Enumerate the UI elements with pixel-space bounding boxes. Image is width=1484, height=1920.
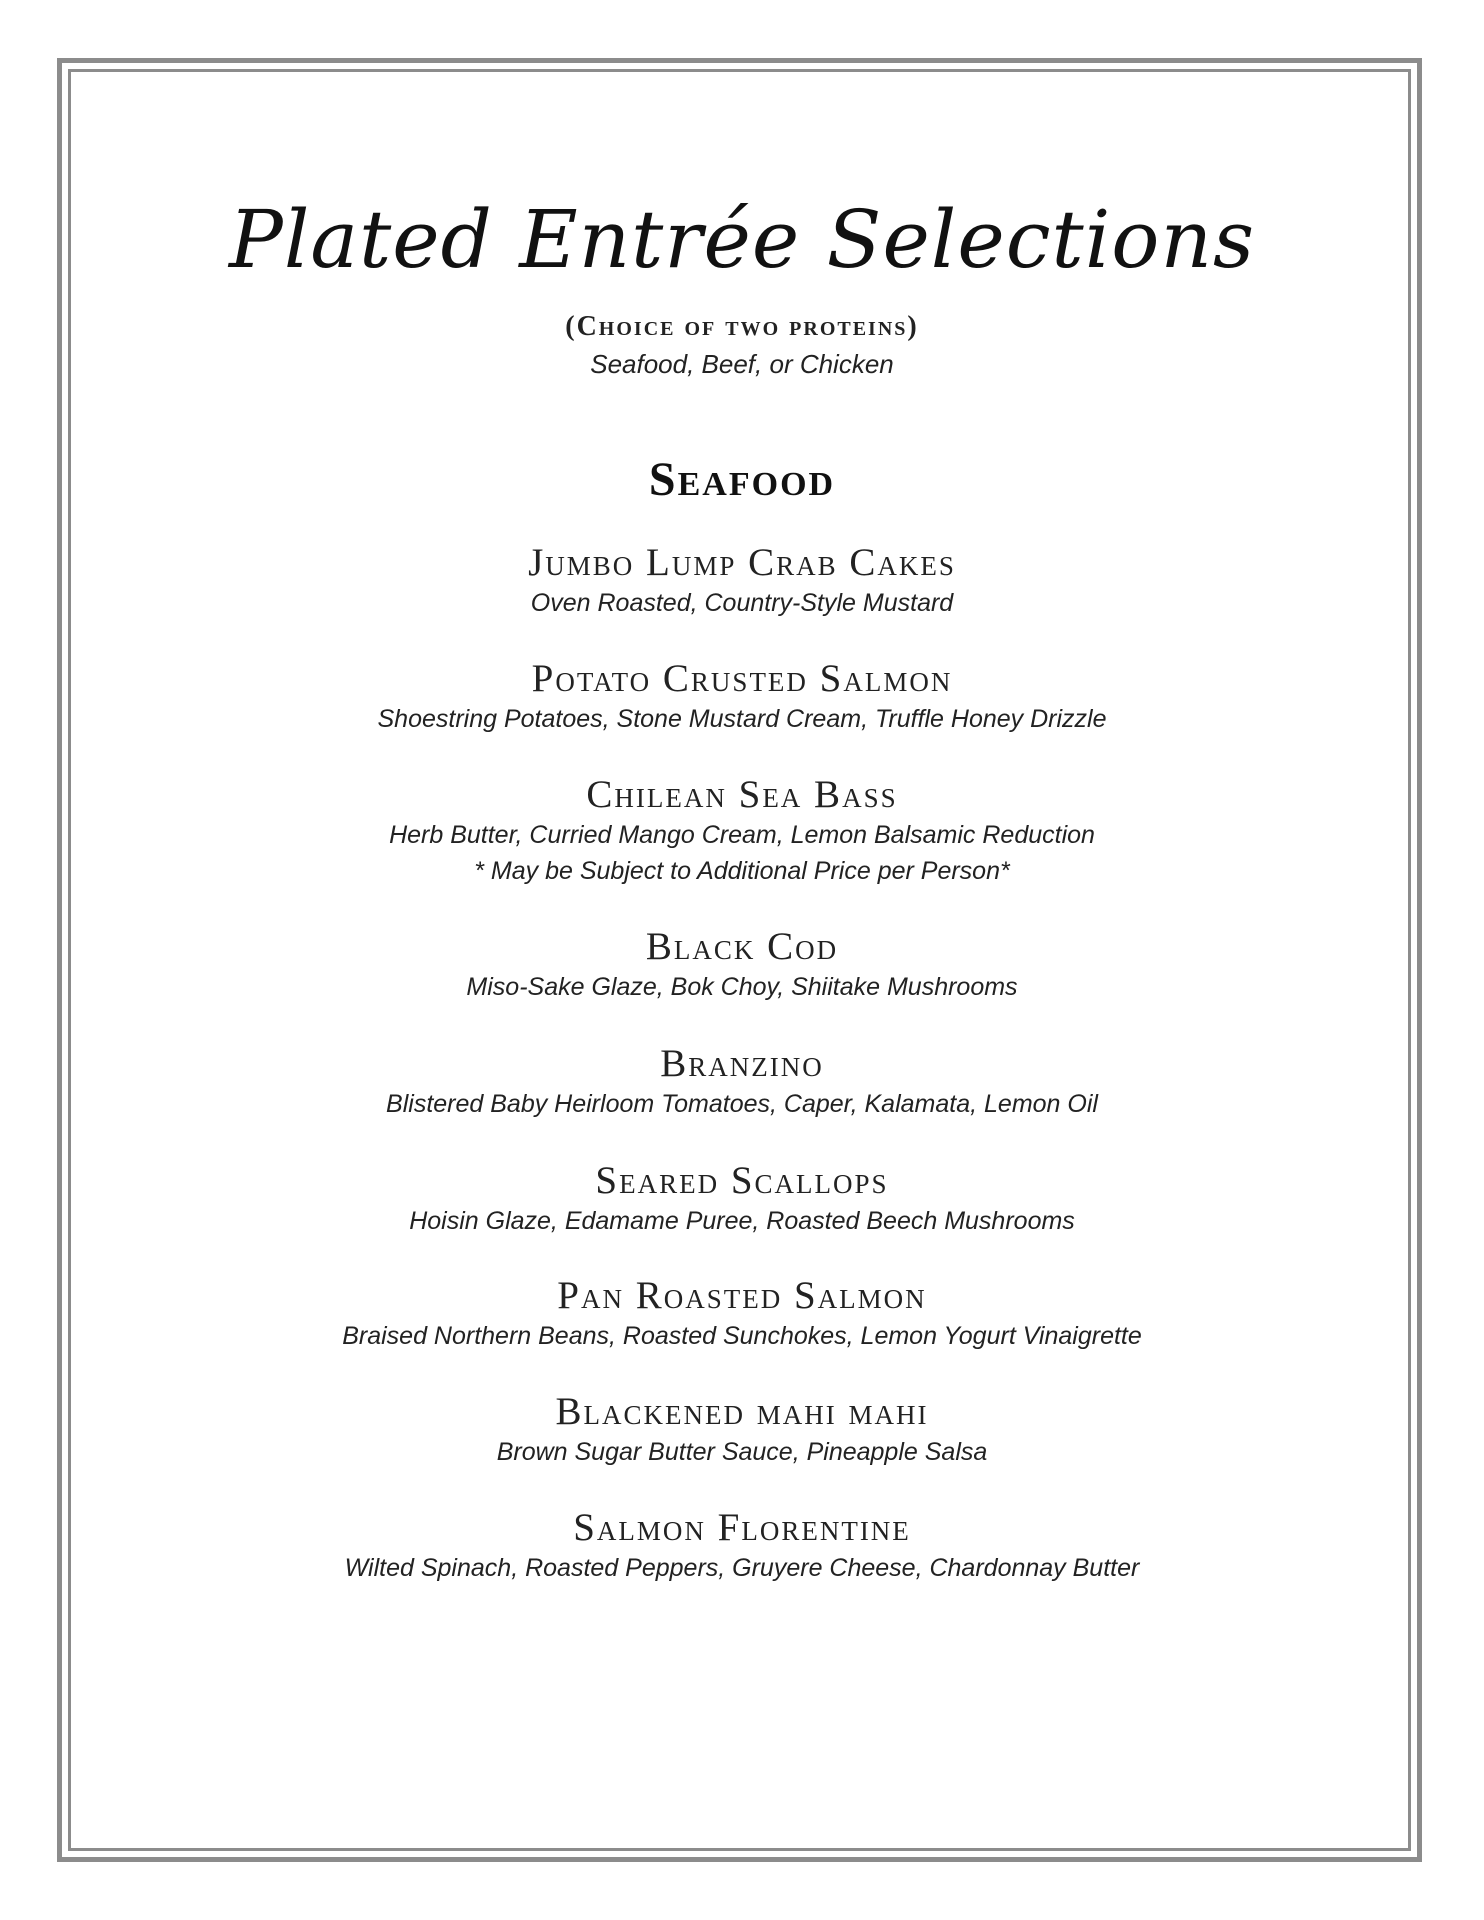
menu-item-description: Braised Northern Beans, Roasted Sunchokes, Lemon Yogurt Vinaigrette bbox=[342, 1322, 1142, 1350]
menu-item-name: Branzino bbox=[660, 1042, 824, 1085]
menu-item-description: Brown Sugar Butter Sauce, Pineapple Salsa bbox=[496, 1438, 988, 1466]
menu-item-description: Miso-Sake Glaze, Bok Choy, Shiitake Mushrooms bbox=[466, 973, 1018, 1001]
menu-item bbox=[0, 657, 1484, 737]
page-title: Plated Entrée Selections bbox=[228, 193, 1256, 286]
menu-item bbox=[0, 773, 1484, 889]
menu-item-name: Salmon Florentine bbox=[573, 1506, 911, 1549]
menu-item-name: Pan Roasted Salmon bbox=[557, 1274, 927, 1317]
section-heading-seafood: Seafood bbox=[648, 453, 836, 506]
protein-options: Seafood, Beef, or Chicken bbox=[590, 349, 894, 379]
menu-item-name: Seared Scallops bbox=[595, 1159, 889, 1202]
menu-item-description: Hoisin Glaze, Edamame Puree, Roasted Beech Mushrooms bbox=[409, 1207, 1075, 1235]
menu-item-description: Wilted Spinach, Roasted Peppers, Gruyere Cheese, Chardonnay Butter bbox=[344, 1554, 1140, 1582]
menu-item bbox=[0, 1390, 1484, 1470]
menu-item-name: Potato Crusted Salmon bbox=[531, 657, 953, 700]
menu-item-name: Blackened mahi mahi bbox=[555, 1390, 929, 1433]
menu-item-price-note: * May be Subject to Additional Price per Person* bbox=[474, 857, 1010, 885]
menu-item-description: Oven Roasted, Country-Style Mustard bbox=[530, 589, 954, 617]
menu-item-description: Herb Butter, Curried Mango Cream, Lemon Balsamic Reduction bbox=[389, 821, 1095, 849]
menu-item-name: Chilean Sea Bass bbox=[586, 773, 898, 816]
menu-item bbox=[0, 1159, 1484, 1239]
choice-note: (Choice of two proteins) bbox=[565, 311, 919, 342]
menu-item bbox=[0, 925, 1484, 1005]
menu-item-description: Blistered Baby Heirloom Tomatoes, Caper, Kalamata, Lemon Oil bbox=[386, 1090, 1098, 1118]
menu-item bbox=[0, 541, 1484, 621]
menu-item-name: Black Cod bbox=[645, 925, 839, 968]
menu-item bbox=[0, 1042, 1484, 1122]
menu-item-description: Shoestring Potatoes, Stone Mustard Cream, Truffle Honey Drizzle bbox=[377, 705, 1107, 733]
menu-item-name: Jumbo Lump Crab Cakes bbox=[528, 541, 956, 584]
menu-item bbox=[0, 1274, 1484, 1354]
menu-item bbox=[0, 1506, 1484, 1586]
